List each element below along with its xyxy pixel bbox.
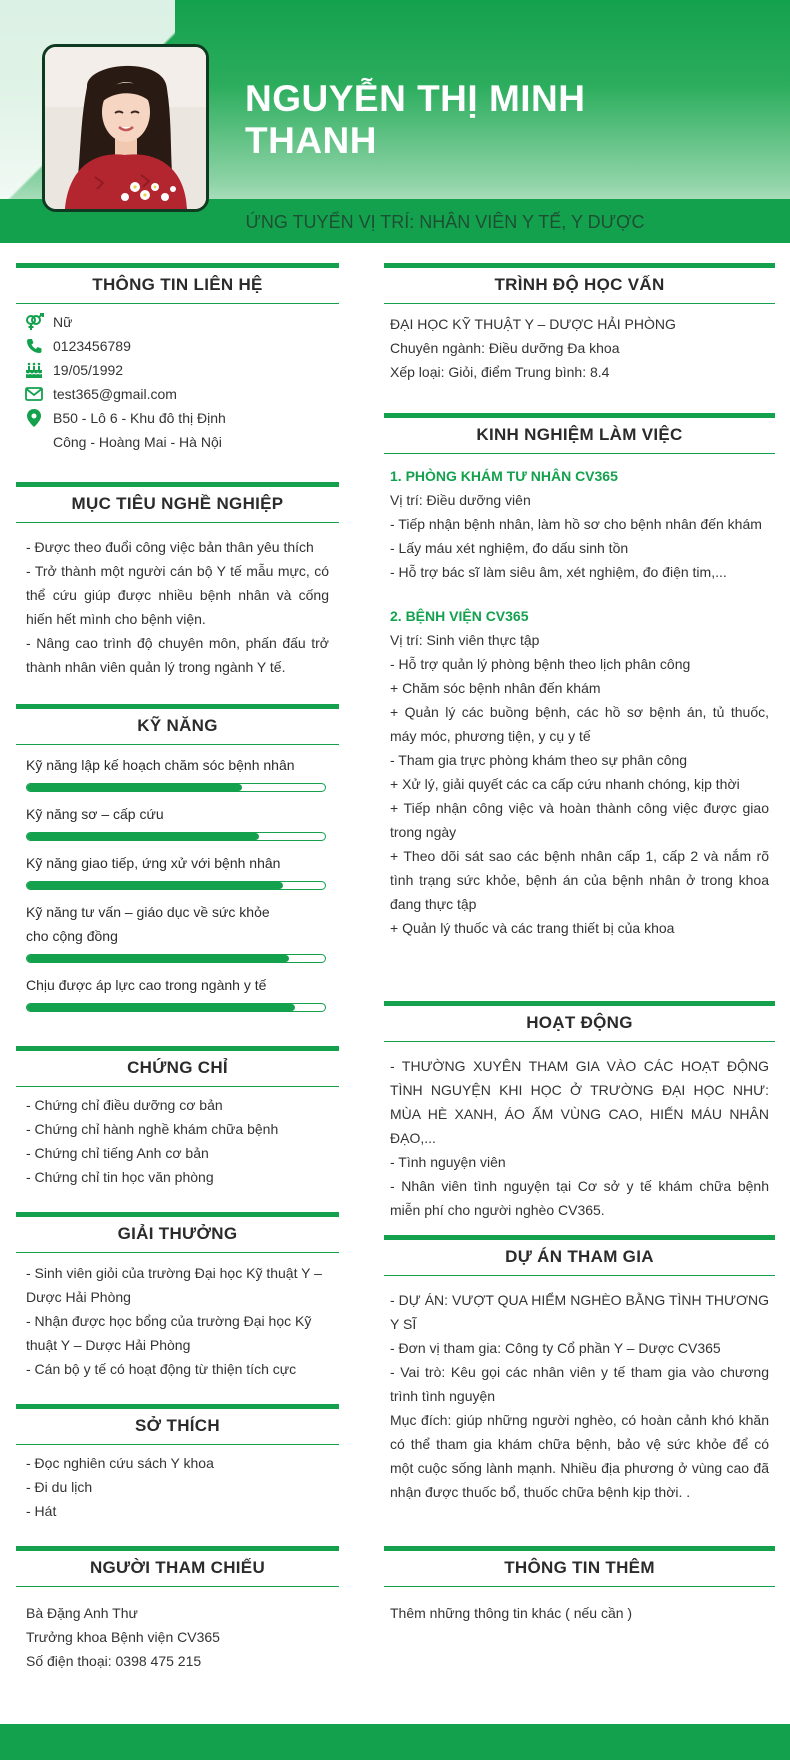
certificate-item: - Chứng chỉ điều dưỡng cơ bản <box>26 1097 223 1113</box>
section-title: CHỨNG CHỈ <box>16 1046 339 1087</box>
skill-name: Kỹ năng tư vấn – giáo dục về sức khỏe cho cộng đồng <box>26 904 270 944</box>
experience-section <box>384 413 775 940</box>
skill-item <box>26 900 326 963</box>
birthday-text: 19/05/1992 <box>53 362 124 378</box>
job-line: + Quản lý các buồng bệnh, các hồ sơ bệnh án, tủ thuốc, máy móc, phương tiện, y cụ y tế <box>390 704 769 744</box>
certificates-section <box>16 1046 339 1189</box>
job-line: - Tham gia trực phòng khám theo sự phân công <box>390 752 688 768</box>
candidate-name-line2: THANH <box>245 120 377 161</box>
hobby-item: - Hát <box>26 1503 57 1519</box>
job-line: + Chăm sóc bệnh nhân đến khám <box>390 680 601 696</box>
award-item: - Cán bộ y tế có hoạt động từ thiện tích cực <box>26 1361 297 1377</box>
address-row <box>16 406 339 454</box>
education-grade: Xếp loại: Giỏi, điểm Trung bình: 8.4 <box>390 364 610 380</box>
skill-bar-fill <box>27 882 283 889</box>
job-line: Vị trí: Điều dưỡng viên <box>390 492 531 508</box>
job-line: - Tiếp nhận bệnh nhân, làm hồ sơ cho bệnh nhân đến khám <box>390 516 762 532</box>
skill-name: Kỹ năng giao tiếp, ứng xử với bệnh nhân <box>26 855 281 871</box>
reference-line: Trưởng khoa Bệnh viện CV365 <box>26 1629 220 1645</box>
candidate-name <box>245 78 725 162</box>
skill-bar-fill <box>27 833 259 840</box>
job-heading: 2. BỆNH VIỆN CV365 <box>390 608 529 624</box>
gender-text: Nữ <box>53 314 73 330</box>
skill-bar <box>26 832 326 841</box>
skill-bar <box>26 1003 326 1012</box>
skill-bar-fill <box>27 784 242 791</box>
section-title: MỤC TIÊU NGHỀ NGHIỆP <box>16 482 339 523</box>
project-line: Mục đích: giúp những người nghèo, có hoàn cảnh khó khăn có thể tham gia khám chữa bệnh, bảo vệ sức khỏe để có một cuộc sống lành mạnh. Nhiều địa phương ở vùng cao đã nhận được thuốc bổ, thuốc chữa bệnh kịp thời. . <box>390 1412 769 1500</box>
job-line: - Hỗ trợ quản lý phòng bệnh theo lịch phân công <box>390 656 691 672</box>
extra-info-section <box>384 1546 775 1625</box>
reference-section <box>16 1546 339 1673</box>
award-item: - Nhận được học bổng của trường Đại học Kỹ thuật Y – Dược Hải Phòng <box>26 1313 312 1353</box>
objective-line: - Trở thành một người cán bộ Y tế mẫu mực, có thể cứu giúp được nhiều bệnh nhân và cống hiến hết mình cho bệnh viện. <box>26 563 329 627</box>
section-title: THÔNG TIN LIÊN HỆ <box>16 263 339 304</box>
activity-line: - THƯỜNG XUYÊN THAM GIA VÀO CÁC HOẠT ĐỘNG TÌNH NGUYỆN KHI HỌC Ở TRƯỜNG ĐẠI HỌC NHƯ: MÙA HÈ XANH, ÁO ẤM VÙNG CAO, HIẾN MÁU NHÂN ĐẠO,... <box>390 1058 769 1146</box>
skill-bar <box>26 783 326 792</box>
activity-line: - Tình nguyện viên <box>390 1154 506 1170</box>
project-line: - Vai trò: Kêu gọi các nhân viên y tế tham gia vào chương trình tình nguyện <box>390 1364 769 1404</box>
birthday-row <box>16 358 339 382</box>
project-line: - Đơn vị tham gia: Công ty Cổ phần Y – Dược CV365 <box>390 1340 721 1356</box>
address-line2: Công - Hoàng Mai - Hà Nội <box>53 434 222 450</box>
objective-section <box>16 482 339 679</box>
skill-bar-fill <box>27 955 289 962</box>
phone-icon <box>24 336 44 356</box>
education-school: ĐẠI HỌC KỸ THUẬT Y – DƯỢC HẢI PHÒNG <box>390 316 676 332</box>
section-title: KỸ NĂNG <box>16 704 339 745</box>
section-title: GIẢI THƯỞNG <box>16 1212 339 1253</box>
education-section <box>384 263 775 384</box>
projects-section <box>384 1235 775 1504</box>
skill-name: Kỹ năng lập kế hoạch chăm sóc bệnh nhân <box>26 757 295 773</box>
job-line: Vị trí: Sinh viên thực tập <box>390 632 540 648</box>
skill-item <box>26 753 326 792</box>
activities-section <box>384 1001 775 1222</box>
job-line: + Xử lý, giải quyết các ca cấp cứu nhanh chóng, kịp thời <box>390 776 740 792</box>
left-column <box>16 263 339 1669</box>
skills-section <box>16 704 339 1012</box>
gender-icon <box>24 312 44 332</box>
awards-section <box>16 1212 339 1381</box>
extra-info-line: Thêm những thông tin khác ( nếu cần ) <box>390 1605 633 1621</box>
gender-row <box>16 310 339 334</box>
section-title: KINH NGHIỆM LÀM VIỆC <box>384 413 775 454</box>
right-column <box>384 263 775 1621</box>
email-row <box>16 382 339 406</box>
skill-bar <box>26 954 326 963</box>
skill-item <box>26 802 326 841</box>
skills-list <box>16 745 339 1012</box>
job-line: + Theo dõi sát sao các bệnh nhân cấp 1, cấp 2 và nắm rõ tình trạng sức khỏe, bệnh án của bệnh nhân ở trong khoa đang thực tập <box>390 848 769 912</box>
footer-band <box>0 1724 790 1760</box>
candidate-name-line1: NGUYỄN THỊ MINH <box>245 78 586 119</box>
certificate-item: - Chứng chỉ tiếng Anh cơ bản <box>26 1145 209 1161</box>
reference-line: Số điện thoại: 0398 475 215 <box>26 1653 202 1669</box>
section-title: HOẠT ĐỘNG <box>384 1001 775 1042</box>
job-line: + Tiếp nhận công việc và hoàn thành công việc được giao trong ngày <box>390 800 769 840</box>
job-line: - Hỗ trợ bác sĩ làm siêu âm, xét nghiệm, đo điện tim,... <box>390 564 727 580</box>
activity-line: - Nhân viên tình nguyện tại Cơ sở y tế khám chữa bệnh miễn phí cho người nghèo CV365. <box>390 1178 769 1218</box>
skill-name: Chịu được áp lực cao trong ngành y tế <box>26 977 267 993</box>
hobby-item: - Đi du lịch <box>26 1479 93 1495</box>
hobby-item: - Đọc nghiên cứu sách Y khoa <box>26 1455 214 1471</box>
applied-position: ỨNG TUYỂN VỊ TRÍ: NHÂN VIÊN Y TẾ, Y DƯỢC <box>245 212 645 232</box>
skill-bar <box>26 881 326 890</box>
certificate-item: - Chứng chỉ hành nghề khám chữa bệnh <box>26 1121 279 1137</box>
job-line: + Quản lý thuốc và các trang thiết bị của khoa <box>390 920 675 936</box>
location-icon <box>24 408 44 428</box>
section-title: NGƯỜI THAM CHIẾU <box>16 1546 339 1587</box>
phone-row <box>16 334 339 358</box>
mail-icon <box>24 384 44 404</box>
objective-line: - Được theo đuổi công việc bản thân yêu thích <box>26 539 314 555</box>
address-line1: B50 - Lô 6 - Khu đô thị Định <box>53 410 226 426</box>
reference-line: Bà Đặng Anh Thư <box>26 1605 138 1621</box>
job-line: - Lấy máu xét nghiệm, đo dấu sinh tồn <box>390 540 629 556</box>
phone-text: 0123456789 <box>53 338 131 354</box>
cake-icon <box>24 360 44 380</box>
education-major: Chuyên ngành: Điều dưỡng Đa khoa <box>390 340 620 356</box>
avatar-image <box>45 47 206 209</box>
hobbies-section <box>16 1404 339 1523</box>
skill-name: Kỹ năng sơ – cấp cứu <box>26 806 164 822</box>
email-text: test365@gmail.com <box>53 386 177 402</box>
project-line: - DỰ ÁN: VƯỢT QUA HIỂM NGHÈO BẰNG TÌNH THƯƠNG Y SĨ <box>390 1292 769 1332</box>
award-item: - Sinh viên giỏi của trường Đại học Kỹ thuật Y – Dược Hải Phòng <box>26 1265 322 1305</box>
section-title: TRÌNH ĐỘ HỌC VẤN <box>384 263 775 304</box>
section-title: SỞ THÍCH <box>16 1404 339 1445</box>
section-title: THÔNG TIN THÊM <box>384 1546 775 1587</box>
section-title: DỰ ÁN THAM GIA <box>384 1235 775 1276</box>
objective-line: - Nâng cao trình độ chuyên môn, phấn đấu trở thành nhân viên quản lý trong ngành Y tế. <box>26 635 329 675</box>
avatar <box>42 44 209 212</box>
contact-section <box>16 263 339 454</box>
skill-item <box>26 851 326 890</box>
skill-item <box>26 973 326 1012</box>
skill-bar-fill <box>27 1004 295 1011</box>
job-heading: 1. PHÒNG KHÁM TƯ NHÂN CV365 <box>390 468 618 484</box>
certificate-item: - Chứng chỉ tin học văn phòng <box>26 1169 214 1185</box>
